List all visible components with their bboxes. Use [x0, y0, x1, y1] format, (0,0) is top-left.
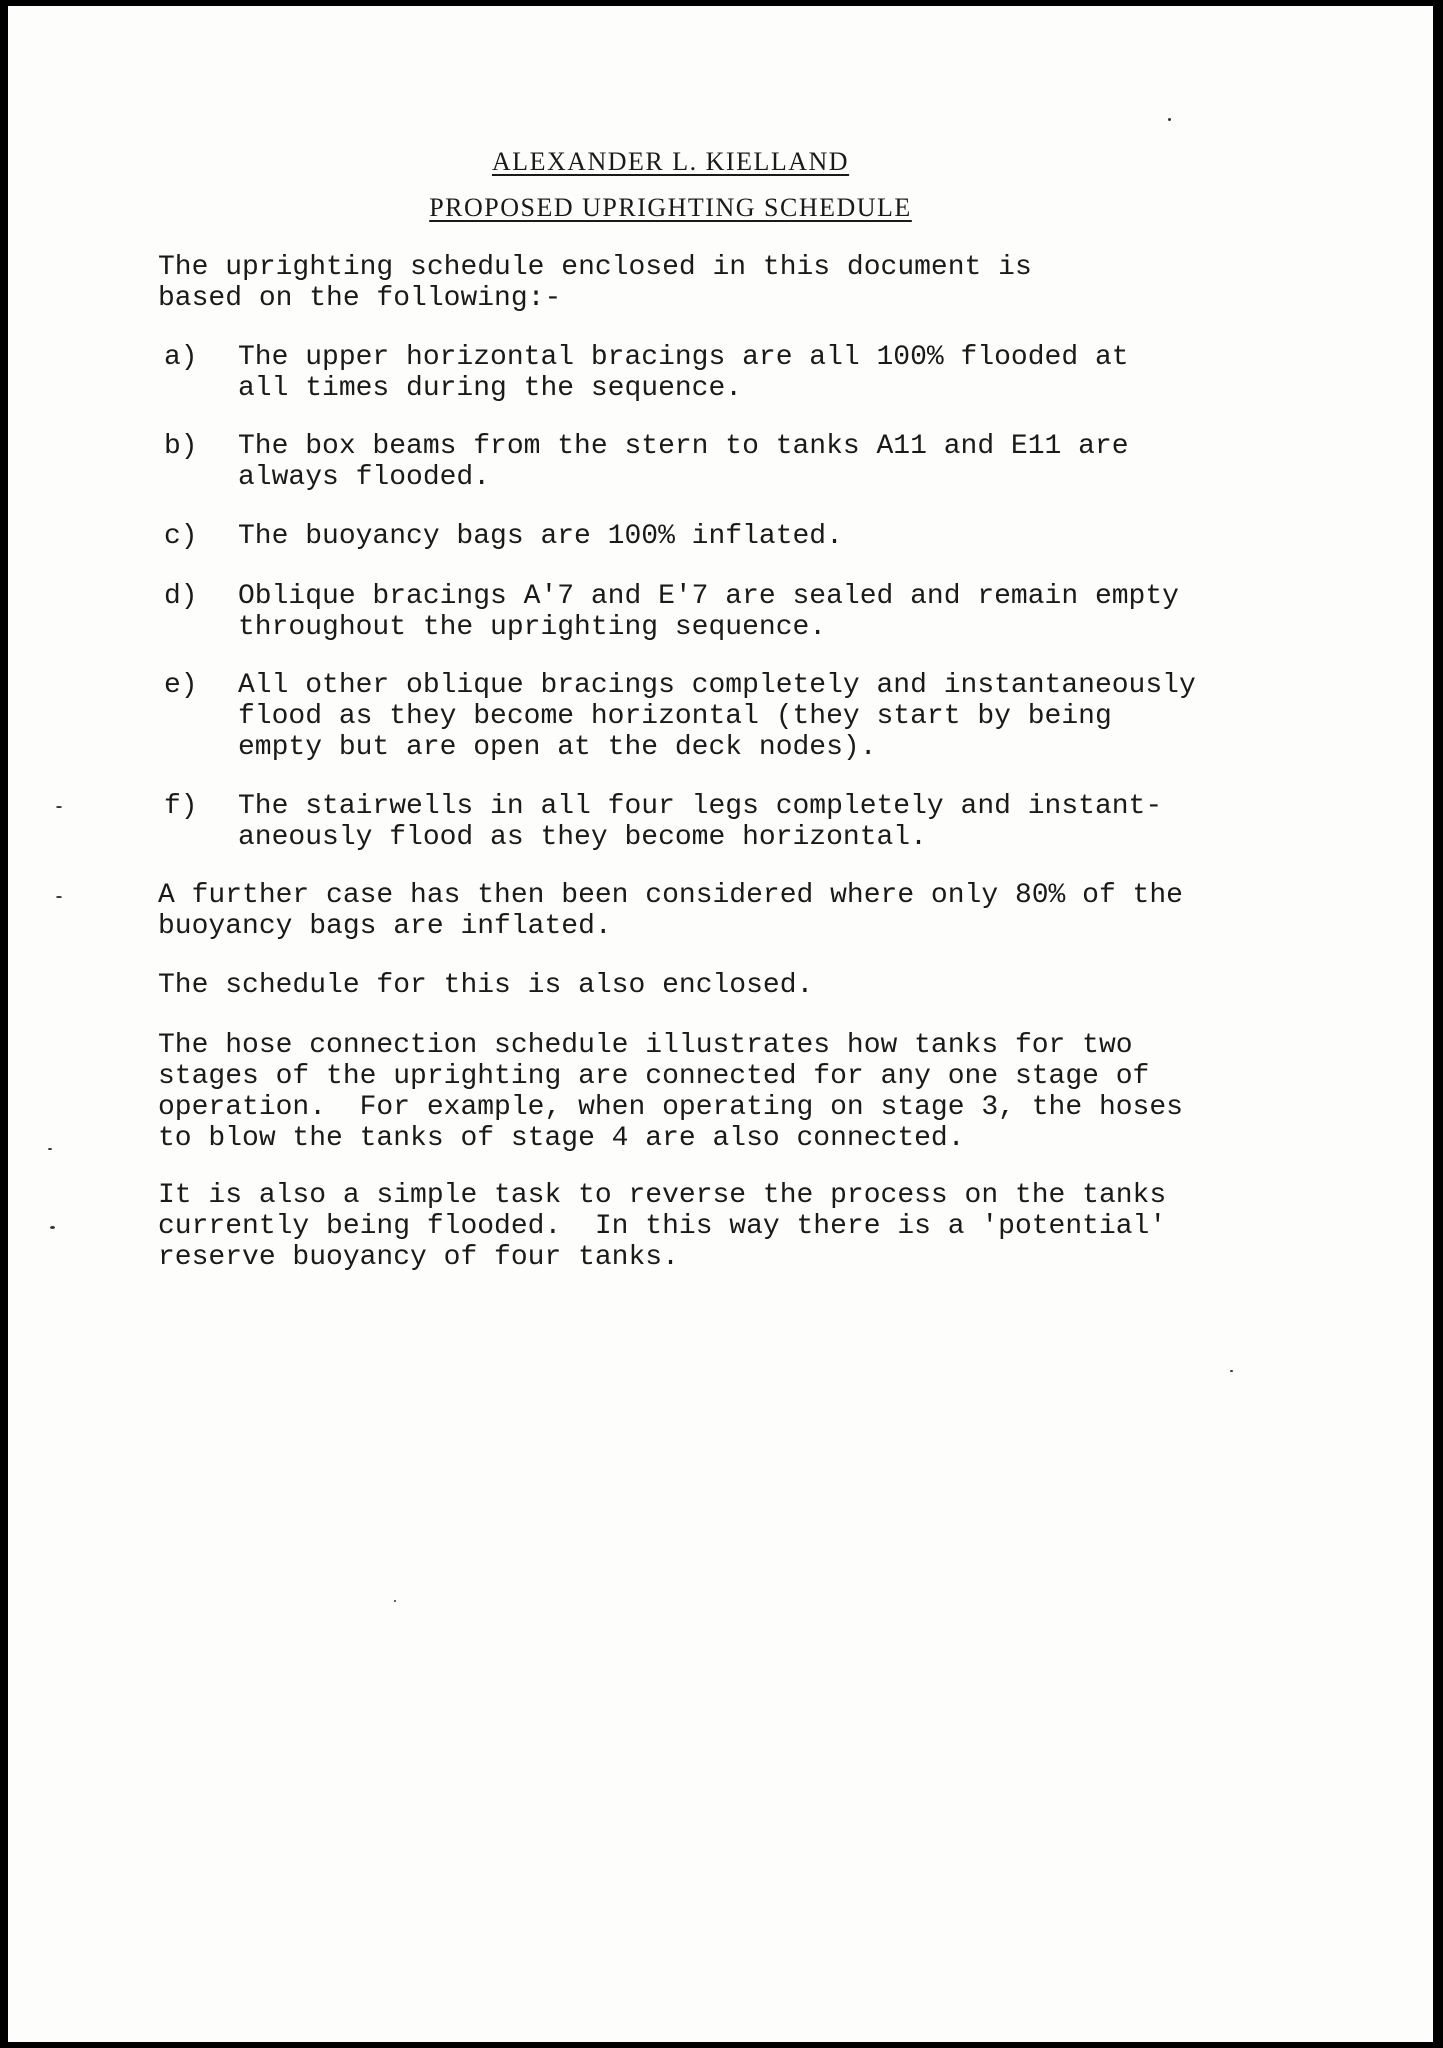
list-item-label: e) — [164, 670, 198, 701]
list-item-text: Oblique bracings A'7 and E'7 are sealed and remain empty throughout the uprighting sequence. — [238, 581, 1179, 643]
document-page — [8, 6, 1433, 2042]
scan-speck — [394, 1600, 396, 1602]
scan-speck — [48, 1148, 52, 1150]
reverse-process-paragraph: It is also a simple task to reverse the process on the tanks currently being flooded. In this way there is a 'potential' reserve buoyancy of four tanks. — [158, 1180, 1167, 1273]
list-item-label: a) — [164, 342, 198, 373]
list-item-text: The stairwells in all four legs completely and instant- aneously flood as they become horizontal. — [238, 791, 1163, 853]
list-item-label: d) — [164, 581, 198, 612]
document-title: ALEXANDER L. KIELLAND — [491, 147, 850, 176]
list-item-label: b) — [164, 431, 198, 462]
scan-speck — [56, 896, 62, 898]
document-subtitle: PROPOSED UPRIGHTING SCHEDULE — [429, 193, 912, 222]
list-item-text: The buoyancy bags are 100% inflated. — [238, 521, 843, 552]
hose-connection-paragraph: The hose connection schedule illustrates how tanks for two stages of the uprighting are connected for any one stage of operation. For example, when operating on stage 3, the hoses to blow the tanks of stage 4 are also connected. — [158, 1030, 1183, 1154]
scan-speck — [50, 1226, 55, 1229]
list-item-text: All other oblique bracings completely and instantaneously flood as they become horizontal (they start by being empty but are open at the deck nodes). — [238, 670, 1196, 763]
further-case-paragraph: A further case has then been considered where only 80% of the buoyancy bags are inflated. — [158, 880, 1183, 942]
scan-speck — [1168, 118, 1171, 121]
intro-paragraph: The uprighting schedule enclosed in this document is based on the following:- — [158, 252, 1032, 314]
schedule-paragraph: The schedule for this is also enclosed. — [158, 970, 814, 1001]
scan-speck — [1230, 1370, 1233, 1372]
list-item-text: The box beams from the stern to tanks A11 and E11 are always flooded. — [238, 431, 1129, 493]
scan-speck — [56, 806, 62, 808]
list-item-text: The upper horizontal bracings are all 100% flooded at all times during the sequence. — [238, 342, 1129, 404]
list-item-label: f) — [164, 791, 198, 822]
list-item-label: c) — [164, 521, 198, 552]
